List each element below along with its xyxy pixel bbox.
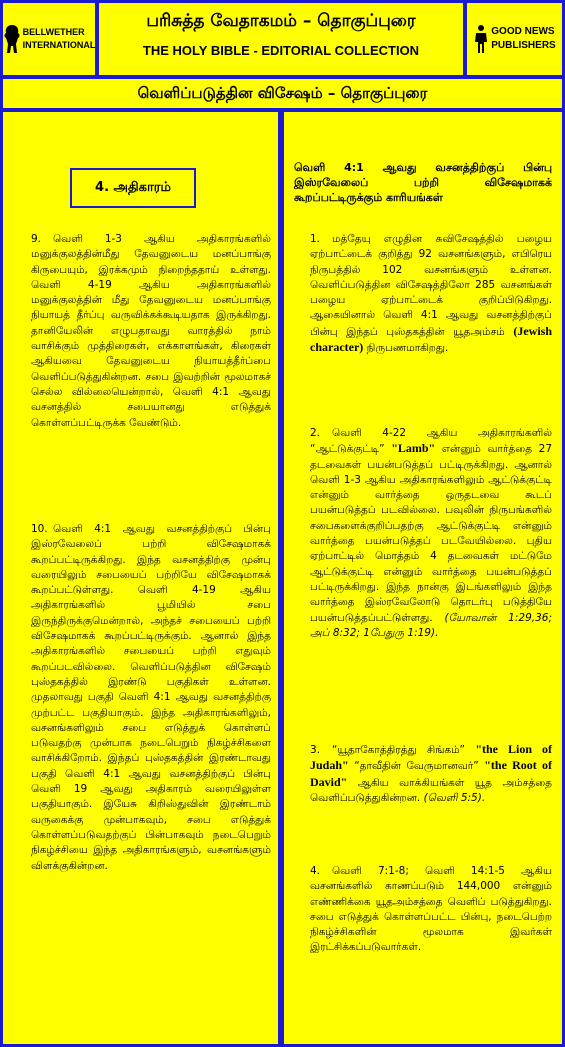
english-term: "the Lion of Judah" xyxy=(310,742,552,773)
scripture-reference: (வெளி 5:5). xyxy=(423,791,486,804)
point-text: வெளி 7:1-8; வெளி 14:1-5 ஆகிய வசனங்களில் காணப்படும் 144,000 என்னும் எண்ணிக்கை யூதஅம்சத்தை வெளிப் படுத்துகிறது. சபை எடுத்துக் கொள்ளப்பட்ட பின்பு, நடைபெற்ற நிகழ்ச்சிகளின் மூலமாக இவர்கள் இரட்சிக்கப்படுவார்கள். xyxy=(310,865,552,954)
english-term: (Jewish character) xyxy=(310,323,552,355)
point-text: வெளி 4-22 ஆகிய அதிகாரங்களில் “ஆட்டுக்குட்டி” xyxy=(310,427,552,456)
point-text: “தாவீதின் வேருமானவர்” xyxy=(354,760,479,773)
good-news-logo-line2: PUBLISHERS xyxy=(491,40,556,51)
paragraph-text: வெளி 4:1 ஆவது வசனத்திற்குப் பின்பு இஸ்ரவேலைப் பற்றி விசேஷமாகக் கூறப்பட்டிருக்கிறது. இந்த வசனத்திற்கு முன்பு வரையிலும் சபையைப் பற்றியே விசேஷமாகக் கூறப்பட்டுள்ளது. வெளி 4-19 ஆகிய அதிகாரங்களில் பூமியில் சபை இருந்திருக்குமென்றால், அந்தச் சபையைப் பற்றி விசேஷமாகக் கூறப்பட்டிருக்கும். ஆனால் இந்த அதிகாரங்களில் சபையைப் பற்றி எதுவும் கூறப்படவில்லை. வெளிப்படுத்தின விசேஷம் புஸ்தகத்தில் இரண்டு பகுதிகள் உள்ளன. முதலாவது பகுதி வெளி 4:1 ஆவது வசனத்திற்கு முற்பட்ட பகுதியாகும். இந்த அதிகாரங்களிலும், வசனங்களிலும் சபை எடுத்துக் கொள்ளப் படுவதற்கு முன்பாக நடைபெறும் நிகழ்ச்சிகளை வாசிக்கிறோம். இந்தப் புஸ்தகத்தின் இரண்டாவது பகுதி வெளி 4:1 ஆவது வசனத்திற்குப் பின்பு வெளி 19 ஆவது அதிகாரம் வரையிலுள்ள பகுதியாகும். இயேசு கிறிஸ்துவின் இரண்டாம் வருகைக்கு முன்பாகவும், சபை எடுத்துக் கொள்ளப்படுவதற்குப் பின்பாகவும் நடைபெறும் நிகழ்ச்சியை இந்த அதிகாரங்களும், வசனங்களும் விளக்குகின்றன. xyxy=(31,523,271,872)
bellwether-logo-line1: BELLWETHER xyxy=(22,27,85,37)
chapter-heading: 4. அதிகாரம் xyxy=(70,168,196,208)
point-number: 1. xyxy=(310,233,321,245)
paragraph-9 xyxy=(31,232,271,431)
english-term: "Lamb" xyxy=(391,441,436,456)
good-news-logo-line1: GOOD NEWS xyxy=(491,26,555,37)
bellwether-logo xyxy=(3,3,95,75)
point-number: 2. xyxy=(310,427,321,439)
title-english: THE HOLY BIBLE - EDITORIAL COLLECTION xyxy=(142,43,420,58)
point-text: மத்தேயு எழுதின சுவிசேஷத்தில் பழைய ஏற்பாட்டைக் குறித்து 92 வசனங்களும், எபிரெய நிருபத்தில் 102 வசனங்களும் உள்ளன. வெளிப்படுத்தின விசேஷத்திலோ 285 வசனங்கள் பழைய ஏற்பாட்டைக் குறிப்பிடுகிறது. ஆகையினால் வெளி 4:1 ஆவது வசனத்திற்குப் பின்பு இந்தப் புஸ்தகத்தின் யூதஅம்சம் xyxy=(310,233,552,338)
point-1 xyxy=(310,232,552,356)
point-number: 3. xyxy=(310,744,321,756)
paragraph-text: வெளி 1-3 ஆகிய அதிகாரங்களில் மனுக்குலத்தின்மீது தேவனுடைய மனப்பாங்கு கிருபையும், இரக்கமும் நிறைந்ததாய் உள்ளது. வெளி 4-19 ஆகிய அதிகாரங்களில் மனுக்குலத்தின் மீது தேவனுடைய மனப்பாங்கு நியாயத் தீர்ப்பு வருவிக்கக்கூடியதாக இருக்கிறது. தானியேலின் எழுபதாவது வாரத்தில் நாம் வாசிக்கும் முத்திரைகள், எக்காளங்கள், கிரைகள் ஆகியவை தேவனுடைய நியாயத்தீர்ப்பை வெளிப்படுத்துகின்றன. சபை இவற்றின் மூலமாகச் செல்ல வில்லையென்றால், வெளி 4:1 ஆவது வசனத்தில் சபையானது எடுத்துக் கொள்ளப்பட்டிருக்க வேண்டும். xyxy=(31,233,271,429)
point-3 xyxy=(310,742,552,806)
left-column xyxy=(3,112,278,1044)
header-title-box xyxy=(99,3,463,75)
paragraph-number: 9. xyxy=(31,233,42,245)
title-tamil: பரிசுத்த வேதாகமம் – தொகுப்புரை xyxy=(146,11,416,31)
point-text: நிருபணமாகிறது. xyxy=(366,342,449,355)
paragraph-10 xyxy=(31,522,271,874)
point-text: “யூதாகோத்திரத்து சிங்கம்” xyxy=(332,744,465,756)
section-subtitle: வெளிப்படுத்தின விசேஷம் – தொகுப்புரை xyxy=(3,79,562,108)
paragraph-number: 10. xyxy=(31,523,48,535)
scripture-reference: (யோவான் 1:29,36; அப் 8:32; 1பேதுரு 1:19). xyxy=(310,611,552,639)
good-news-figure-icon xyxy=(473,24,489,54)
point-4 xyxy=(310,864,552,956)
point-2 xyxy=(310,426,552,641)
point-number: 4. xyxy=(310,865,321,877)
bellwether-ram-icon xyxy=(3,24,21,54)
bellwether-logo-line2: INTERNATIONAL xyxy=(22,40,96,50)
right-column xyxy=(284,112,562,1044)
good-news-logo xyxy=(467,3,562,75)
right-column-heading: வெளி 4:1 ஆவது வசனத்திற்குப் பின்பு இஸ்ரவேலைப் பற்றி விசேஷமாகக் கூறப்பட்டிருக்கும் காரியங்கள் xyxy=(294,161,552,204)
point-text: என்னும் வார்த்தை 27 தடவைகள் பயன்படுத்தப் பட்டிருக்கிறது. ஆனால் வெளி 1-3 ஆகிய அதிகாரங்களிலும் ஆட்டுக்குட்டி என்னும் வார்த்தை ஒருதடவை கூடப் பயன்படுத்தப் படவில்லை. பவுலின் நிருபங்களில் சபைகளைக்குறிப்பதற்கு ஆட்டுக்குட்டி என்னும் வார்த்தை பயன்படுத்தப் படவேயில்லை. புதிய ஏற்பாட்டில் மொத்தம் 4 தடவைகள் மட்டுமே ஆட்டுக்குட்டி என்னும் வார்த்தை பயன்படுத்தப் பட்டிருக்கிறது. இந்த நான்கு இடங்களிலும் இந்த வார்த்தை இஸ்ரவேலோடு தொடர்பு படுத்தியே பயன்படுத்தப்பட்டுள்ளது. xyxy=(310,443,553,624)
english-term: "the Root of David" xyxy=(310,758,552,789)
point-text: ஆகிய வாக்கியங்கள் யூத அம்சத்தை வெளிப்படுத்துகின்றன. xyxy=(310,776,552,804)
